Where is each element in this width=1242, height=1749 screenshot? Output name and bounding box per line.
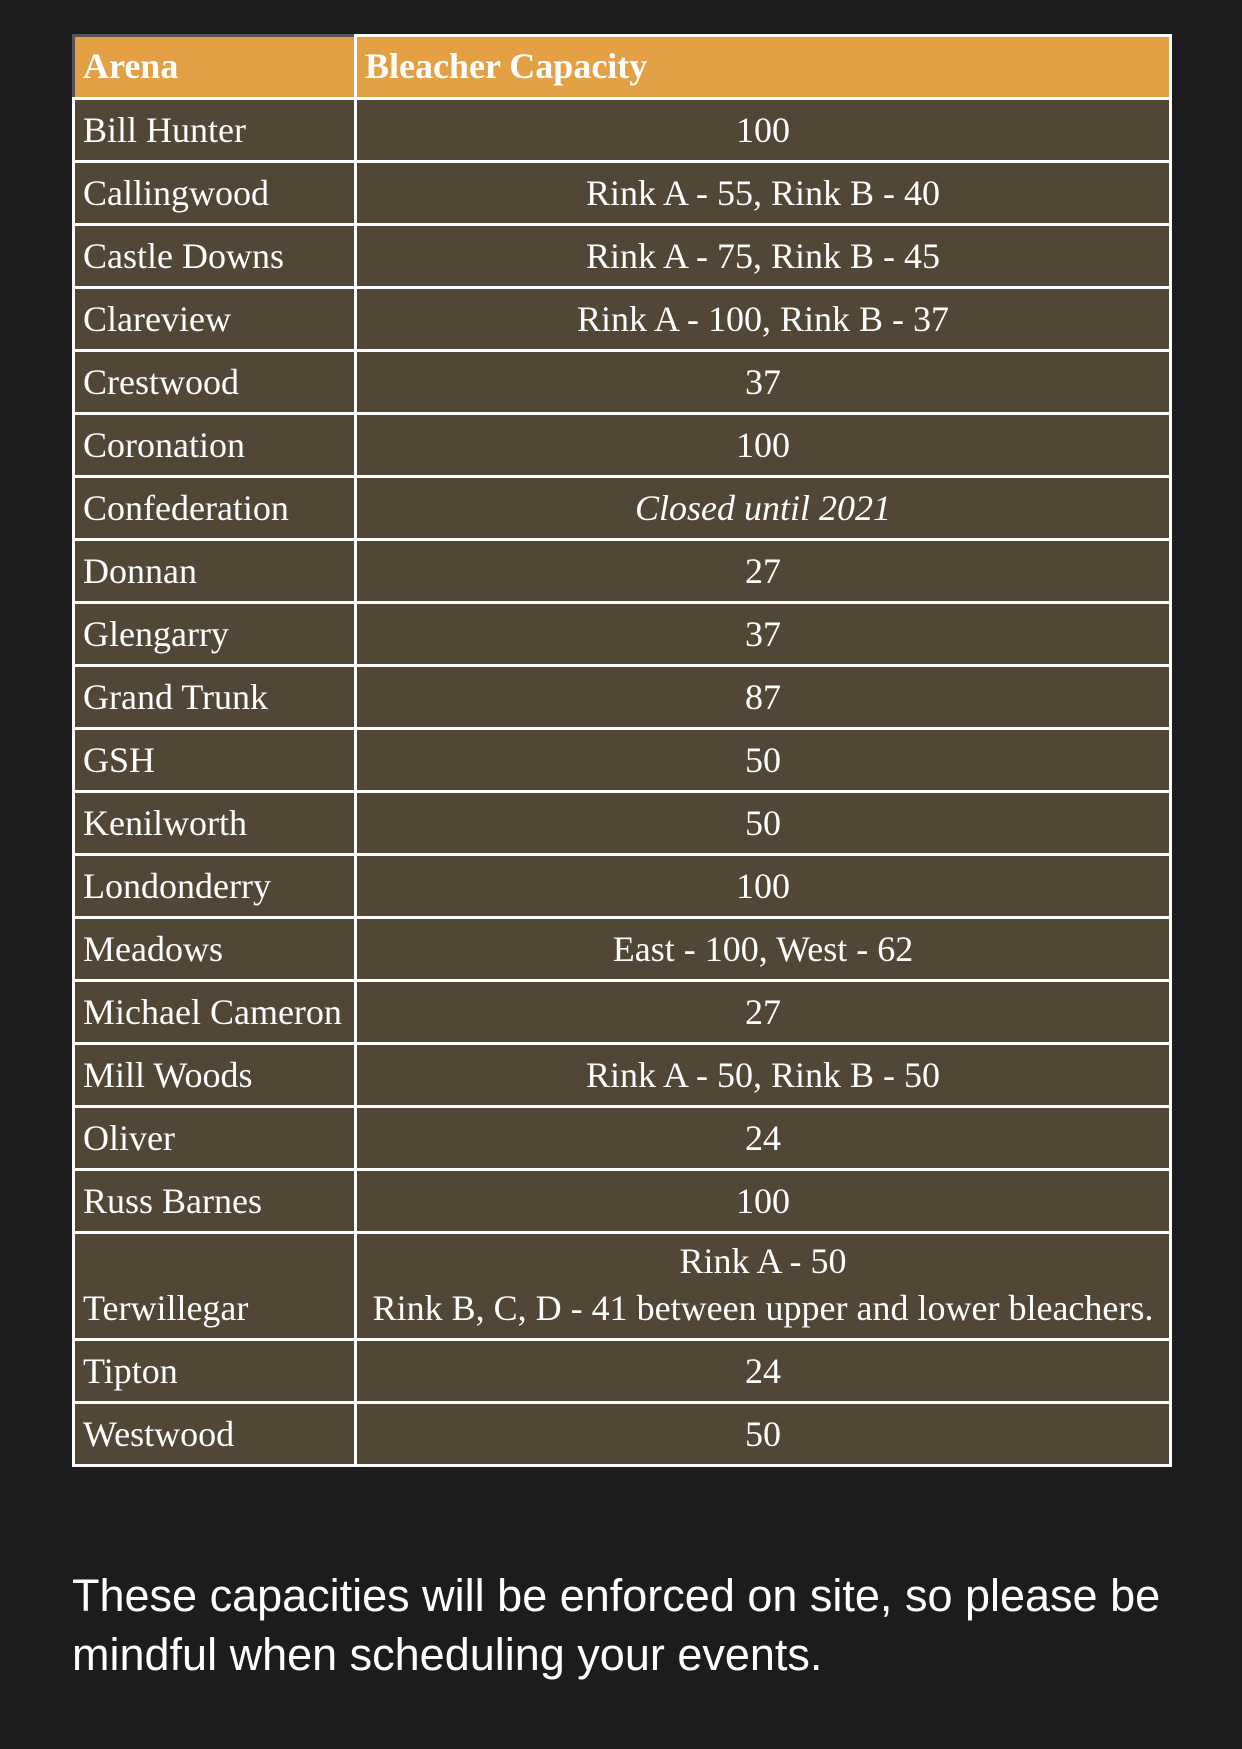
- arena-name-cell: Tipton: [74, 1340, 356, 1403]
- bleacher-capacity-cell: [356, 414, 1171, 477]
- column-header-arena: Arena: [74, 36, 356, 99]
- table-row: [74, 666, 1171, 729]
- table-row: [74, 1340, 1171, 1403]
- bleacher-capacity-cell: [356, 351, 1171, 414]
- arena-name-cell: Londonderry: [74, 855, 356, 918]
- table-row: [74, 1044, 1171, 1107]
- arena-name-cell: Bill Hunter: [74, 99, 356, 162]
- capacity-text: 24: [745, 1118, 781, 1158]
- arena-name-cell: Confederation: [74, 477, 356, 540]
- table-row: [74, 855, 1171, 918]
- arena-name-cell: Donnan: [74, 540, 356, 603]
- arena-name-cell: Meadows: [74, 918, 356, 981]
- table-row: [74, 918, 1171, 981]
- capacity-text: Rink A - 100, Rink B - 37: [576, 299, 950, 339]
- bleacher-capacity-cell: [356, 99, 1171, 162]
- arena-name-cell: Castle Downs: [74, 225, 356, 288]
- capacity-text: Rink A - 50: [679, 1241, 847, 1281]
- table-row: [74, 99, 1171, 162]
- capacity-text: 24: [745, 1351, 781, 1391]
- bleacher-capacity-cell: [356, 540, 1171, 603]
- table-row: [74, 1233, 1171, 1340]
- table-row: [74, 477, 1171, 540]
- bleacher-capacity-cell: [356, 1170, 1171, 1233]
- arena-name-cell: Coronation: [74, 414, 356, 477]
- arena-name-cell: Westwood: [74, 1403, 356, 1466]
- table-row: [74, 225, 1171, 288]
- capacity-text: 50: [745, 1414, 781, 1454]
- table-row: [74, 1107, 1171, 1170]
- bleacher-capacity-cell: [356, 1233, 1171, 1340]
- capacity-text: East - 100, West - 62: [612, 929, 914, 969]
- capacity-text: 37: [745, 614, 781, 654]
- arena-name-cell: Oliver: [74, 1107, 356, 1170]
- table-row: [74, 414, 1171, 477]
- table-body: [74, 99, 1171, 1466]
- capacity-text: 87: [745, 677, 781, 717]
- table-row: [74, 729, 1171, 792]
- arena-name-cell: Crestwood: [74, 351, 356, 414]
- bleacher-capacity-cell: [356, 1403, 1171, 1466]
- bleacher-capacity-cell: [356, 288, 1171, 351]
- bleacher-capacity-cell: [356, 918, 1171, 981]
- bleacher-capacity-cell: [356, 729, 1171, 792]
- capacity-text: 100: [736, 110, 790, 150]
- column-header-bleacher-capacity: Bleacher Capacity: [356, 36, 1171, 99]
- capacity-text: Rink B, C, D - 41 between upper and lower bleachers.: [372, 1288, 1154, 1328]
- capacity-text: 37: [745, 362, 781, 402]
- capacity-text: Closed until 2021: [634, 488, 891, 528]
- bleacher-capacity-cell: [356, 225, 1171, 288]
- capacity-text: 50: [745, 803, 781, 843]
- bleacher-capacity-cell: [356, 855, 1171, 918]
- bleacher-capacity-cell: [356, 603, 1171, 666]
- table-row: [74, 351, 1171, 414]
- arena-name-cell: Michael Cameron: [74, 981, 356, 1044]
- arena-name-cell: Russ Barnes: [74, 1170, 356, 1233]
- capacity-text: 100: [736, 1181, 790, 1221]
- capacity-text: 27: [745, 992, 781, 1032]
- table-row: [74, 540, 1171, 603]
- capacity-text: Rink A - 50, Rink B - 50: [585, 1055, 941, 1095]
- table-row: [74, 981, 1171, 1044]
- arena-name-cell: Grand Trunk: [74, 666, 356, 729]
- bleacher-capacity-cell: [356, 1340, 1171, 1403]
- bleacher-capacity-cell: [356, 792, 1171, 855]
- bleacher-capacity-cell: [356, 162, 1171, 225]
- bleacher-capacity-cell: [356, 1107, 1171, 1170]
- table-row: [74, 792, 1171, 855]
- arena-capacity-table: [72, 34, 1172, 1467]
- table-row: [74, 1170, 1171, 1233]
- capacity-text: 100: [736, 866, 790, 906]
- table-row: [74, 162, 1171, 225]
- bleacher-capacity-cell: [356, 1044, 1171, 1107]
- bleacher-capacity-cell: [356, 477, 1171, 540]
- capacity-text: 50: [745, 740, 781, 780]
- footer-note: These capacities will be enforced on site, so please be mindful when scheduling your events.: [72, 1570, 1161, 1680]
- arena-name-cell: Mill Woods: [74, 1044, 356, 1107]
- arena-name-cell: Glengarry: [74, 603, 356, 666]
- bleacher-capacity-cell: [356, 981, 1171, 1044]
- table-row: [74, 288, 1171, 351]
- arena-name-cell: Callingwood: [74, 162, 356, 225]
- table-row: [74, 603, 1171, 666]
- bleacher-capacity-cell: [356, 666, 1171, 729]
- arena-name-cell: Kenilworth: [74, 792, 356, 855]
- arena-name-cell: Clareview: [74, 288, 356, 351]
- table-row: [74, 1403, 1171, 1466]
- arena-name-cell: Terwillegar: [74, 1233, 356, 1340]
- capacity-text: 27: [745, 551, 781, 591]
- capacity-text: Rink A - 55, Rink B - 40: [585, 173, 941, 213]
- capacity-text: 100: [736, 425, 790, 465]
- table-header-row: [74, 36, 1171, 99]
- arena-name-cell: GSH: [74, 729, 356, 792]
- capacity-text: Rink A - 75, Rink B - 45: [585, 236, 941, 276]
